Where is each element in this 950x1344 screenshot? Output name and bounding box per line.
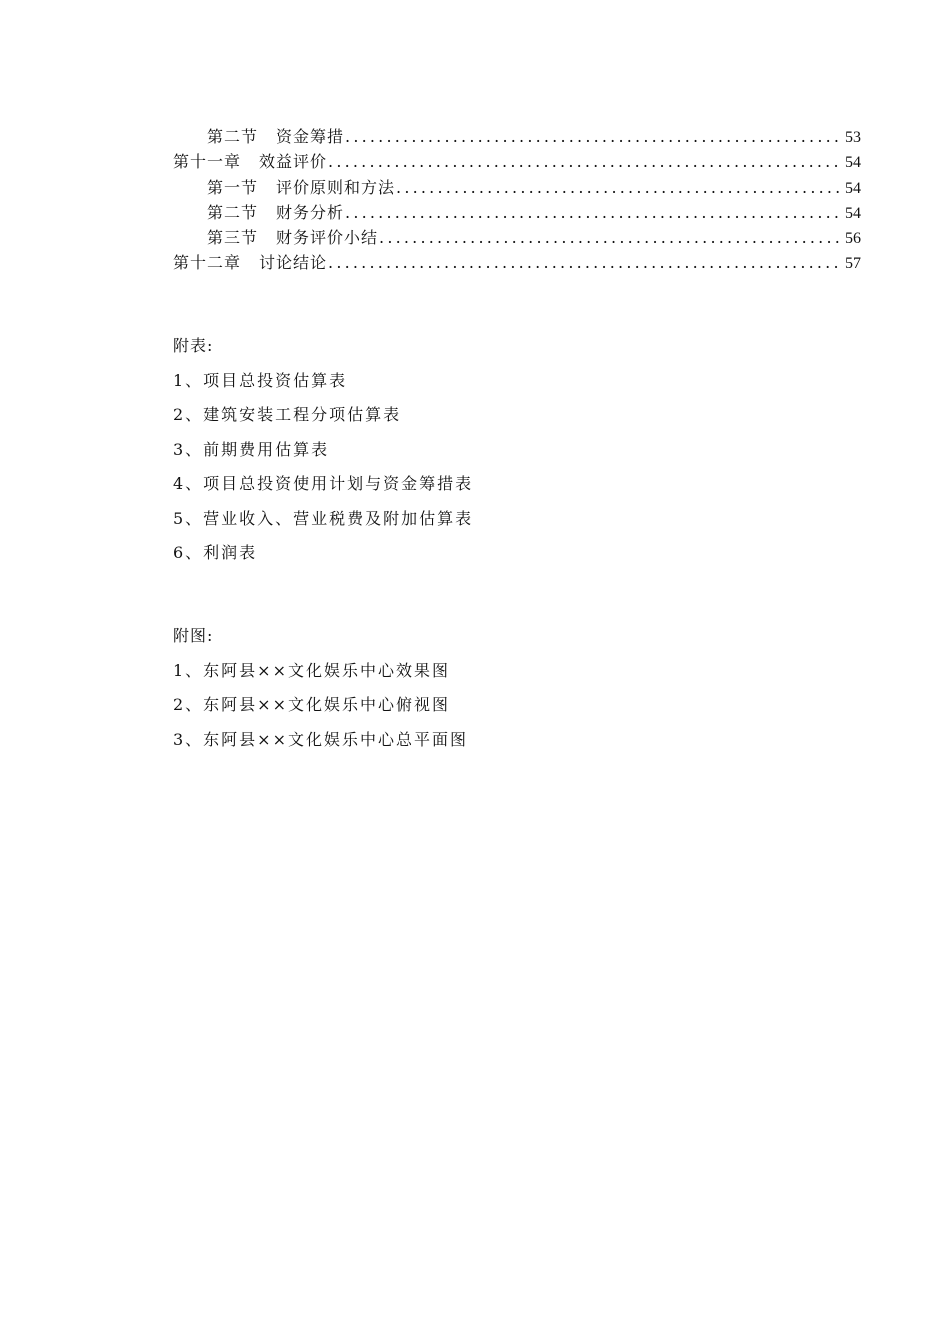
appendix-figure-item: 3、东阿县××文化娱乐中心总平面图 bbox=[173, 729, 468, 749]
appendix-table-item: 4、项目总投资使用计划与资金筹措表 bbox=[173, 474, 474, 493]
appendix-table-item: 1、项目总投资估算表 bbox=[173, 370, 348, 390]
toc-entry-page: 53 bbox=[845, 129, 861, 146]
toc-entry-title: 评价原则和方法 bbox=[276, 177, 396, 197]
toc-entry[interactable] bbox=[173, 124, 861, 149]
toc-entry[interactable] bbox=[173, 200, 861, 225]
toc-dot-leader bbox=[345, 200, 843, 225]
appendix-tables-section bbox=[173, 334, 863, 576]
appendix-tables-heading: 附表: bbox=[173, 336, 214, 355]
toc-dot-leader bbox=[396, 175, 843, 200]
toc-entry[interactable] bbox=[173, 250, 861, 275]
toc-entry-number: 第二节 bbox=[207, 127, 259, 146]
toc-entry-number: 第一节 bbox=[207, 177, 259, 197]
toc-dot-leader bbox=[345, 124, 843, 149]
toc-dot-leader bbox=[328, 149, 843, 174]
toc-entry-page: 54 bbox=[845, 204, 861, 222]
toc-entry-title: 财务分析 bbox=[276, 202, 345, 222]
toc-entry[interactable] bbox=[173, 149, 861, 174]
toc-entry-number: 第三节 bbox=[207, 228, 259, 248]
appendix-figures-section bbox=[173, 624, 863, 762]
toc-entry-number: 第十一章 bbox=[173, 152, 242, 172]
toc-entry-number: 第十二章 bbox=[173, 253, 242, 273]
toc-entry[interactable] bbox=[173, 225, 861, 250]
appendix-table-item: 6、利润表 bbox=[173, 543, 258, 562]
toc-dot-leader bbox=[379, 225, 843, 250]
toc-entry-page: 54 bbox=[845, 154, 861, 172]
toc-entry-title: 讨论结论 bbox=[259, 253, 328, 273]
toc-entry-page: 56 bbox=[845, 230, 861, 248]
appendix-figures-list bbox=[173, 659, 863, 763]
toc-dot-leader bbox=[328, 250, 843, 275]
appendix-tables-list bbox=[173, 369, 863, 576]
toc-entry-title: 效益评价 bbox=[259, 152, 328, 172]
appendix-table-item: 5、营业收入、营业税费及附加估算表 bbox=[173, 508, 474, 528]
toc-entry-page: 57 bbox=[845, 255, 861, 273]
toc-entry-page: 54 bbox=[845, 179, 861, 197]
toc-entry[interactable] bbox=[173, 175, 861, 200]
appendix-table-item: 2、建筑安装工程分项估算表 bbox=[173, 405, 402, 424]
toc-entry-number: 第二节 bbox=[207, 202, 259, 222]
toc-entry-title: 财务评价小结 bbox=[276, 228, 379, 248]
appendix-table-item: 3、前期费用估算表 bbox=[173, 439, 330, 459]
appendix-figure-item: 1、东阿县××文化娱乐中心效果图 bbox=[173, 660, 450, 680]
appendix-figures-heading: 附图: bbox=[173, 626, 214, 645]
appendix-figure-item: 2、东阿县××文化娱乐中心俯视图 bbox=[173, 695, 450, 714]
toc-entry-title: 资金筹措 bbox=[276, 127, 345, 146]
table-of-contents bbox=[173, 124, 861, 276]
